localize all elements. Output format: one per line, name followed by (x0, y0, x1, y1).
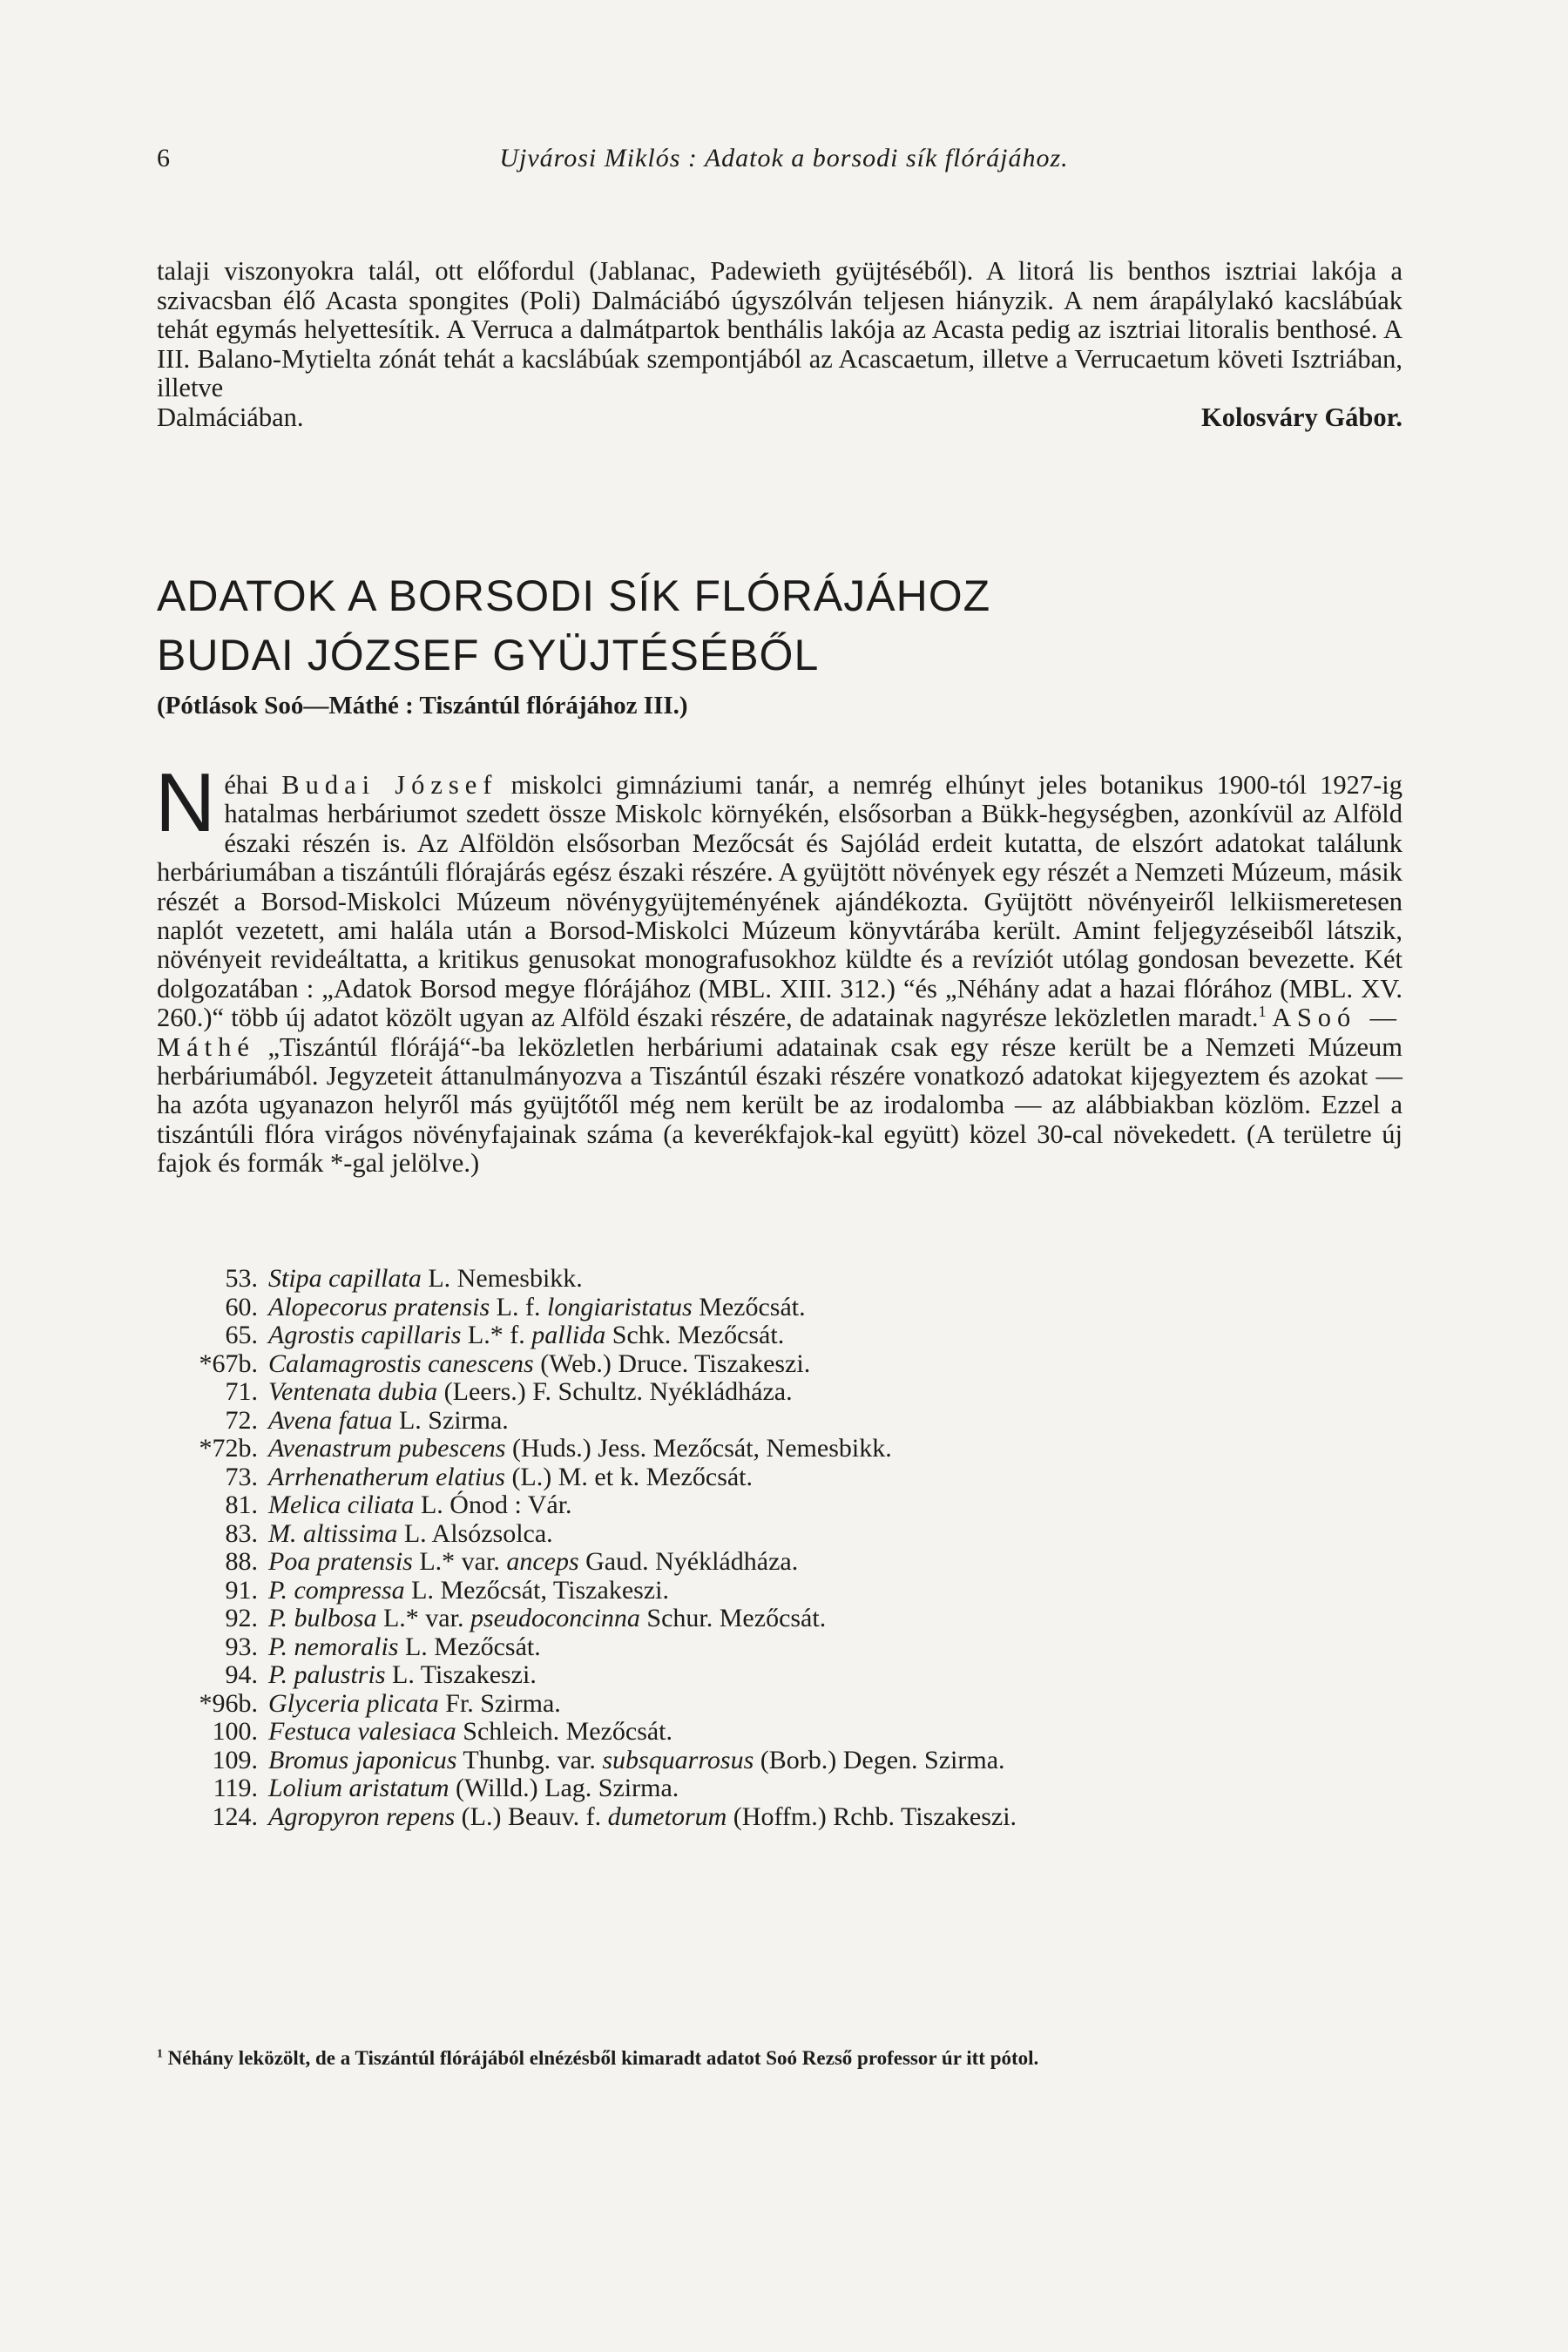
species-locality: Schur. Mezőcsát. (639, 1604, 827, 1632)
infraspecific-name: anceps (506, 1547, 579, 1576)
previous-article-text: talaji viszonyokra talál, ott előfordul (Jablanac, Padewieth gyüjtéséből). A litorá lis benthos isztriai lakója a szivacsban élő Acasta spongites (Poli) Dalmáciábó úgyszólván teljesen hiányzik. A nem árapálylakó kacslábúak tehát egymás helyettesítik. A Verruca a dalmátpartok benthális lakója az Acasta pedig az isztriai litoralis benthosé. A III. Balano-Mytielta zónát tehát a kacslábúak szempontjából az Acascaetum, illetve a Verrucaetum követi Isztriában, illetve (157, 256, 1402, 402)
species-authority: L. Tiszakeszi. (385, 1660, 537, 1689)
species-text (268, 1435, 1411, 1463)
species-authority: (Web.) Druce. Tiszakeszi. (533, 1348, 811, 1378)
species-number: 71. (225, 1377, 258, 1406)
species-text (268, 1491, 1411, 1520)
species-name: Glyceria plicata (268, 1688, 439, 1718)
species-text (268, 1378, 1411, 1407)
species-locality: Schk. Mezőcsát. (605, 1321, 785, 1349)
species-number: 119. (213, 1774, 258, 1802)
species-name: Stipa capillata (268, 1264, 422, 1293)
footnote-text: Néhány leközölt, de a Tiszántúl flórájából elnézésből kimaradt adatot Soó Rezső professor úr itt pótol. (162, 2047, 1039, 2069)
species-text (268, 1294, 1411, 1322)
species-name: M. altissima (268, 1518, 398, 1548)
species-authority: (Huds.) Jess. Mezőcsát, Nemesbikk. (505, 1434, 892, 1463)
species-entry (157, 1407, 1411, 1436)
species-name: Ventenata dubia (268, 1377, 438, 1406)
article-title-line-1: ADATOK A BORSODI SÍK FLÓRÁJÁHOZ (157, 571, 991, 620)
species-text (268, 1803, 1411, 1832)
infraspecific-name: longiaristatus (546, 1292, 693, 1321)
signature-line (157, 403, 1402, 433)
species-name: Festuca valesiaca (268, 1717, 456, 1746)
running-title: Ujvárosi Miklós : Adatok a borsodi sík flórájához. (499, 144, 1069, 172)
species-number: *96b. (199, 1688, 258, 1718)
article-title (157, 566, 1402, 685)
species-number: 100. (212, 1717, 258, 1746)
infraspecific-name: pseudoconcinna (470, 1604, 640, 1632)
species-entry (157, 1321, 1411, 1350)
species-list (157, 1265, 1411, 1831)
species-number: *67b. (199, 1348, 258, 1378)
article-intro-paragraph (155, 756, 1403, 1179)
intro-part-2: A (1266, 1003, 1290, 1033)
species-entry (157, 1548, 1411, 1577)
species-text (268, 1747, 1411, 1775)
species-name: Agropyron repens (268, 1801, 456, 1831)
species-authority: L.* var. (412, 1547, 507, 1576)
author-name-spaced: Budai József (281, 770, 498, 800)
species-text (268, 1407, 1411, 1436)
footnote-reference: 1 (1258, 1003, 1267, 1021)
species-text (268, 1633, 1411, 1662)
species-authority: L. Mezőcsát, Tiszakeszi. (404, 1575, 669, 1605)
species-text (268, 1577, 1411, 1605)
species-number: 92. (225, 1604, 258, 1632)
species-authority: (Willd.) Lag. Szirma. (449, 1774, 679, 1802)
species-number: 81. (225, 1490, 258, 1519)
species-entry (157, 1463, 1411, 1492)
previous-article-last-line: Dalmáciában. (157, 402, 304, 432)
species-authority: Fr. Szirma. (438, 1688, 561, 1718)
species-entry (157, 1378, 1411, 1407)
species-entry (157, 1803, 1411, 1832)
footnote-mark: 1 (157, 2046, 163, 2060)
species-name: Arrhenatherum elatius (268, 1462, 505, 1491)
species-name: P. palustris (268, 1660, 386, 1689)
species-entry (157, 1435, 1411, 1463)
species-number: 53. (225, 1264, 258, 1293)
species-authority: L. Ónod : Vár. (414, 1490, 572, 1519)
authors-spaced: Soó — Máthé (157, 1003, 1403, 1062)
species-authority: L.* f. (461, 1321, 532, 1349)
species-text (268, 1690, 1411, 1719)
intro-start: éhai (224, 770, 269, 800)
species-name: Bromus japonicus (268, 1745, 457, 1774)
species-name: Calamagrostis canescens (268, 1348, 534, 1378)
species-number: 72. (225, 1405, 258, 1435)
species-entry (157, 1520, 1411, 1549)
species-text (268, 1774, 1411, 1803)
species-name: Avenastrum pubescens (268, 1434, 506, 1463)
species-locality: Mezőcsát. (692, 1292, 806, 1321)
species-locality: Gaud. Nyékládháza. (578, 1547, 799, 1576)
species-number: 88. (225, 1547, 258, 1576)
species-name: Agrostis capillaris (268, 1321, 462, 1349)
intro-part-1: miskolci gimnáziumi tanár, a nemrég elhúnyt jeles botanikus 1900-tól 1927-ig hatalmas herbáriumot szedett össze Miskolc környékén, elsősorban a Bükk-hegységben, azonkívül az Alföld északi részén is. Az Alföldön elsősorban Mezőcsát és Sajólád erdeit kutatta, de elszórt adatokat találunk herbáriumában a tiszántúli flórajárás egész északi részére. A gyüjtött növények egy részét a Nemzeti Múzeum, másik részét a Borsod-Miskolci Múzeum növénygyüjteményének ajándékozta. Gyüjtött növényeiről lelkiismeretesen naplót vezetett, ami halála után a Borsod-Miskolci Múzeum könyvtárába került. Amint feljegyzéseiből látszik, növényeit revideáltatta, a kritikus genusokat monografusokhoz küldte és a revíziót utólag gondosan bevezette. Két dolgozatában : „Adatok Borsod megye flórájához (MBL. XIII. 312.) “és „Néhány adat a hazai flórához (MBL. XV. 260.)“ több új adatot közölt ugyan az Alföld északi részére, de adatainak nagyrésze leközletlen maradt. (157, 770, 1402, 1033)
species-number: 109. (212, 1745, 258, 1774)
species-number: 124. (212, 1801, 258, 1831)
species-authority: L. Mezőcsát. (398, 1632, 541, 1661)
species-entry (157, 1265, 1411, 1294)
footnote (157, 2045, 1402, 2071)
article-title-line-2: BUDAI JÓZSEF GYÜJTÉSÉBŐL (157, 631, 820, 679)
species-locality: (Borb.) Degen. Szirma. (754, 1745, 1005, 1774)
species-number: 60. (225, 1292, 258, 1321)
infraspecific-name: subsquarrosus (602, 1745, 754, 1774)
species-authority: L. Nemesbikk. (421, 1264, 583, 1293)
species-name: P. nemoralis (268, 1632, 399, 1661)
species-text (268, 1350, 1411, 1379)
previous-article-ending (157, 257, 1402, 432)
species-entry (157, 1690, 1411, 1719)
species-authority: L. Alsózsolca. (397, 1518, 553, 1548)
species-text (268, 1718, 1411, 1747)
species-text (268, 1265, 1411, 1294)
species-number: 93. (225, 1632, 258, 1661)
species-entry (157, 1718, 1411, 1747)
species-entry (157, 1605, 1411, 1633)
species-number: 83. (225, 1518, 258, 1548)
species-number: 91. (225, 1575, 258, 1605)
species-entry (157, 1294, 1411, 1322)
species-authority: L. f. (490, 1292, 547, 1321)
species-authority: L.* var. (376, 1604, 470, 1632)
species-authority: Schleich. Mezőcsát. (456, 1717, 673, 1746)
species-name: Alopecorus pratensis (268, 1292, 490, 1321)
species-name: P. compressa (268, 1575, 405, 1605)
species-text (268, 1463, 1411, 1492)
species-authority: L. Szirma. (392, 1405, 509, 1435)
infraspecific-name: pallida (531, 1321, 606, 1349)
species-entry (157, 1350, 1411, 1379)
species-text (268, 1520, 1411, 1549)
species-text (268, 1661, 1411, 1690)
drop-cap: N (155, 756, 216, 849)
article-subtitle: (Pótlások Soó—Máthé : Tiszántúl flórájához III.) (157, 692, 688, 720)
species-authority: (L.) M. et k. Mezőcsát. (504, 1462, 754, 1491)
species-number: *72b. (199, 1434, 258, 1463)
species-text (268, 1605, 1411, 1633)
author-signature: Kolosváry Gábor. (1200, 402, 1402, 432)
species-entry (157, 1747, 1411, 1775)
species-authority: (L.) Beauv. f. (455, 1801, 608, 1831)
species-entry (157, 1633, 1411, 1662)
species-entry (157, 1577, 1411, 1605)
species-number: 65. (225, 1321, 258, 1349)
species-name: Lolium aristatum (268, 1774, 449, 1802)
species-entry (157, 1661, 1411, 1690)
infraspecific-name: dumetorum (607, 1801, 727, 1831)
species-entry (157, 1491, 1411, 1520)
species-locality: (Hoffm.) Rchb. Tiszakeszi. (727, 1801, 1017, 1831)
species-name: Avena fatua (268, 1405, 393, 1435)
species-name: Poa pratensis (268, 1547, 413, 1576)
species-number: 94. (225, 1660, 258, 1689)
species-authority: (Leers.) F. Schultz. Nyékládháza. (437, 1377, 793, 1406)
species-entry (157, 1774, 1411, 1803)
species-text (268, 1548, 1411, 1577)
species-name: P. bulbosa (268, 1604, 377, 1632)
page-header (157, 139, 1411, 178)
page-number: 6 (157, 144, 170, 172)
species-text (268, 1321, 1411, 1350)
species-number: 73. (225, 1462, 258, 1491)
intro-part-3: „Tiszántúl flórájá“-ba leközletlen herbáriumi adatainak csak egy része került be a Nemzeti Múzeum herbáriumából. Jegyzeteit áttanulmányozva a Tiszántúl északi részére vonatkozó adatokat kijegyeztem és azokat — ha azóta ugyanazon helyről más gyüjtőtől még nem került be az irodalomba — az alábbiakban közlöm. Ezzel a tiszántúli flóra virágos növényfajainak száma (a keverékfajok-kal együtt) közel 30-cal növekedett. (A területre új fajok és formák *-gal jelölve.) (157, 1031, 1403, 1179)
species-name: Melica ciliata (268, 1490, 415, 1519)
species-authority: Thunbg. var. (456, 1745, 603, 1774)
